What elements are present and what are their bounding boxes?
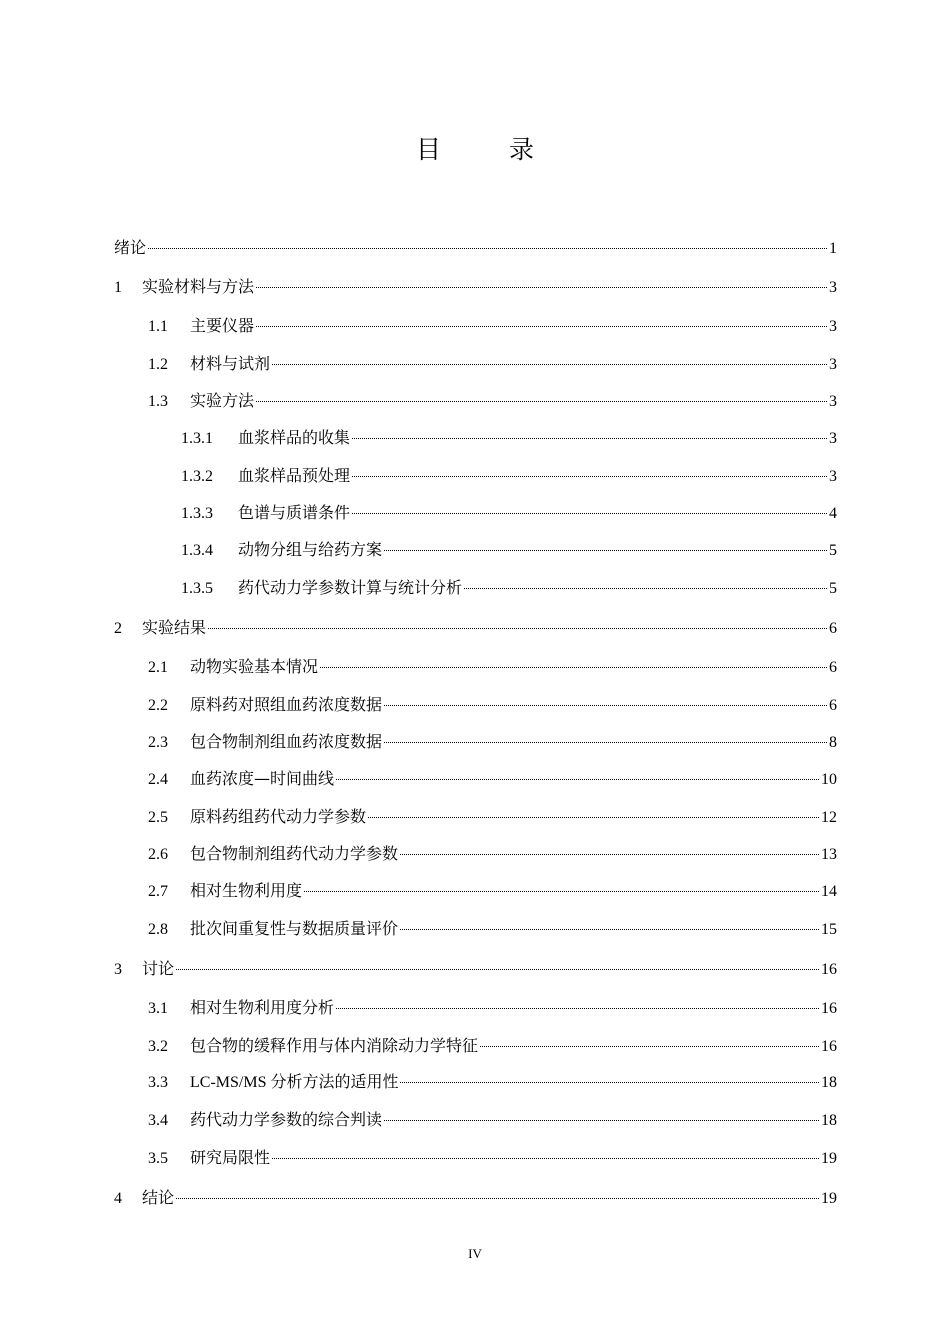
toc-entry-number: 3.3 (148, 1074, 168, 1091)
dot-leader (352, 476, 827, 477)
toc-entry-number: 2.7 (148, 883, 168, 900)
toc-entry-page: 13 (821, 846, 837, 863)
toc-entry-number: 1.3.3 (181, 505, 213, 522)
toc-entry-number: 1.2 (148, 356, 168, 373)
toc-entry-page: 16 (821, 1000, 837, 1017)
toc-entry-title: 实验方法 (190, 391, 255, 410)
toc-entry-number: 4 (114, 1190, 122, 1207)
toc-entry-section-1-2[interactable] (148, 352, 837, 376)
toc-entry-number: 3.5 (148, 1150, 168, 1167)
toc-entry-number: 2.2 (148, 697, 168, 714)
toc-entry-page: 3 (829, 430, 837, 447)
toc-entry-page: 19 (821, 1190, 837, 1207)
dot-leader (304, 891, 819, 892)
dot-leader (352, 513, 827, 514)
dot-leader (400, 854, 819, 855)
toc-entry-page: 3 (829, 393, 837, 410)
dot-leader (480, 1046, 819, 1047)
toc-entry-page: 1 (829, 240, 837, 257)
toc-entry-number: 1.3.4 (181, 542, 213, 559)
toc-entry-number: 1.1 (148, 318, 168, 335)
toc-entry-page: 8 (829, 734, 837, 751)
dot-leader (384, 742, 827, 743)
toc-entry-subsection-1-3-1[interactable] (181, 426, 837, 450)
dot-leader (256, 401, 827, 402)
toc-entry-page: 16 (821, 961, 837, 978)
toc-entry-title: 血浆样品的收集 (238, 428, 351, 447)
toc-entry-title: 包合物制剂组血药浓度数据 (190, 732, 383, 751)
toc-entry-page: 4 (829, 505, 837, 522)
toc-entry-section-3-2[interactable] (148, 1034, 837, 1058)
toc-entry-page: 3 (829, 356, 837, 373)
toc-entry-section-3-5[interactable] (148, 1146, 837, 1170)
dot-leader (320, 667, 827, 668)
toc-entry-number: 1.3.5 (181, 580, 213, 597)
dot-leader (400, 929, 819, 930)
toc-entry-page: 3 (829, 468, 837, 485)
dot-leader (352, 438, 827, 439)
page-title: 目 录 (416, 135, 564, 164)
dot-leader (208, 628, 827, 629)
toc-entry-title: 批次间重复性与数据质量评价 (190, 919, 399, 938)
toc-entry-title: 绪论 (114, 238, 147, 257)
toc-entry-number: 3.1 (148, 1000, 168, 1017)
dot-leader (400, 1082, 819, 1083)
toc-entry-page: 3 (829, 279, 837, 296)
dot-leader (384, 705, 827, 706)
toc-entry-number: 2.4 (148, 771, 168, 788)
toc-entry-section-3-1[interactable] (148, 996, 837, 1020)
toc-entry-number: 1.3.1 (181, 430, 213, 447)
dot-leader (256, 287, 827, 288)
toc-entry-chapter-2[interactable] (114, 616, 837, 640)
toc-entry-page: 6 (829, 697, 837, 714)
dot-leader (384, 1120, 819, 1121)
dot-leader (368, 817, 819, 818)
toc-entry-page: 14 (821, 883, 837, 900)
dot-leader (256, 326, 827, 327)
toc-entry-title: 讨论 (142, 959, 175, 978)
dot-leader (336, 779, 819, 780)
toc-entry-page: 18 (821, 1112, 837, 1129)
toc-entry-number: 1.3 (148, 393, 168, 410)
toc-entry-number: 2.8 (148, 921, 168, 938)
toc-entry-title: LC-MS/MS 分析方法的适用性 (190, 1074, 399, 1091)
toc-entry-page: 19 (821, 1150, 837, 1167)
toc-entry-page: 5 (829, 580, 837, 597)
toc-entry-chapter-1[interactable] (114, 275, 837, 299)
dot-leader (148, 248, 827, 249)
toc-entry-title: 原料药组药代动力学参数 (190, 807, 367, 826)
toc-entry-title: 药代动力学参数计算与统计分析 (238, 578, 463, 597)
toc-entry-number: 2.6 (148, 846, 168, 863)
toc-entry-section-2-2[interactable] (148, 693, 837, 717)
toc-entry-page: 10 (821, 771, 837, 788)
toc-entry-title: 相对生物利用度 (190, 881, 303, 900)
toc-entry-title: 包合物的缓释作用与体内消除动力学特征 (190, 1036, 479, 1055)
toc-entry-subsection-1-3-3[interactable] (181, 501, 837, 525)
toc-entry-number: 2.5 (148, 809, 168, 826)
dot-leader (272, 1158, 819, 1159)
toc-entry-number: 3.2 (148, 1038, 168, 1055)
toc-entry-title: 色谱与质谱条件 (238, 503, 351, 522)
toc-entry-title: 研究局限性 (190, 1148, 271, 1167)
toc-entry-title: 材料与试剂 (190, 354, 271, 373)
toc-entry-number: 3 (114, 961, 122, 978)
toc-entry-section-2-3[interactable] (148, 730, 837, 754)
dot-leader (384, 550, 827, 551)
toc-entry-section-2-6[interactable] (148, 842, 837, 866)
toc-entry-section-2-5[interactable] (148, 805, 837, 829)
toc-entry-page: 15 (821, 921, 837, 938)
toc-entry-title: 相对生物利用度分析 (190, 998, 335, 1017)
toc-entry-section-3-3[interactable] (148, 1071, 837, 1095)
toc-entry-number: 2.3 (148, 734, 168, 751)
dot-leader (176, 1198, 819, 1199)
page-number-footer: IV (468, 1246, 482, 1261)
toc-entry-subsection-1-3-4[interactable] (181, 538, 837, 562)
toc-entry-title: 血浆样品预处理 (238, 466, 351, 485)
toc-entry-title: 实验结果 (142, 618, 207, 637)
toc-entry-page: 6 (829, 659, 837, 676)
toc-entry-number: 2.1 (148, 659, 168, 676)
toc-entry-number: 1.3.2 (181, 468, 213, 485)
dot-leader (272, 364, 827, 365)
toc-entry-section-2-7[interactable] (148, 879, 837, 903)
toc-entry-page: 12 (821, 809, 837, 826)
toc-entry-number: 2 (114, 620, 122, 637)
toc-entry-intro[interactable] (114, 236, 837, 260)
dot-leader (336, 1008, 819, 1009)
toc-entry-chapter-4[interactable] (114, 1186, 837, 1210)
toc-entry-title: 实验材料与方法 (142, 277, 255, 296)
toc-entry-page: 3 (829, 318, 837, 335)
toc-entry-page: 6 (829, 620, 837, 637)
toc-entry-section-1-1[interactable] (148, 314, 837, 338)
toc-entry-section-2-8[interactable] (148, 917, 837, 941)
toc-entry-title: 药代动力学参数的综合判读 (190, 1110, 383, 1129)
toc-entry-page: 16 (821, 1038, 837, 1055)
toc-entry-chapter-3[interactable] (114, 957, 837, 981)
toc-entry-number: 1 (114, 279, 122, 296)
toc-entry-number: 3.4 (148, 1112, 168, 1129)
toc-entry-title: 动物分组与给药方案 (238, 540, 383, 559)
toc-entry-page: 18 (821, 1074, 837, 1091)
toc-entry-section-2-1[interactable] (148, 655, 837, 679)
toc-entry-section-3-4[interactable] (148, 1108, 837, 1132)
dot-leader (464, 588, 827, 589)
toc-entry-page: 5 (829, 542, 837, 559)
toc-entry-subsection-1-3-2[interactable] (181, 464, 837, 488)
toc-entry-section-2-4[interactable] (148, 767, 837, 791)
dot-leader (176, 969, 819, 970)
toc-entry-title: 结论 (142, 1188, 175, 1207)
toc-entry-title: 主要仪器 (190, 316, 255, 335)
toc-entry-title: 血药浓度—时间曲线 (190, 769, 335, 788)
toc-entry-subsection-1-3-5[interactable] (181, 576, 837, 600)
toc-entry-section-1-3[interactable] (148, 389, 837, 413)
toc-entry-title: 原料药对照组血药浓度数据 (190, 695, 383, 714)
toc-entry-title: 包合物制剂组药代动力学参数 (190, 844, 399, 863)
toc-entry-title: 动物实验基本情况 (190, 657, 319, 676)
